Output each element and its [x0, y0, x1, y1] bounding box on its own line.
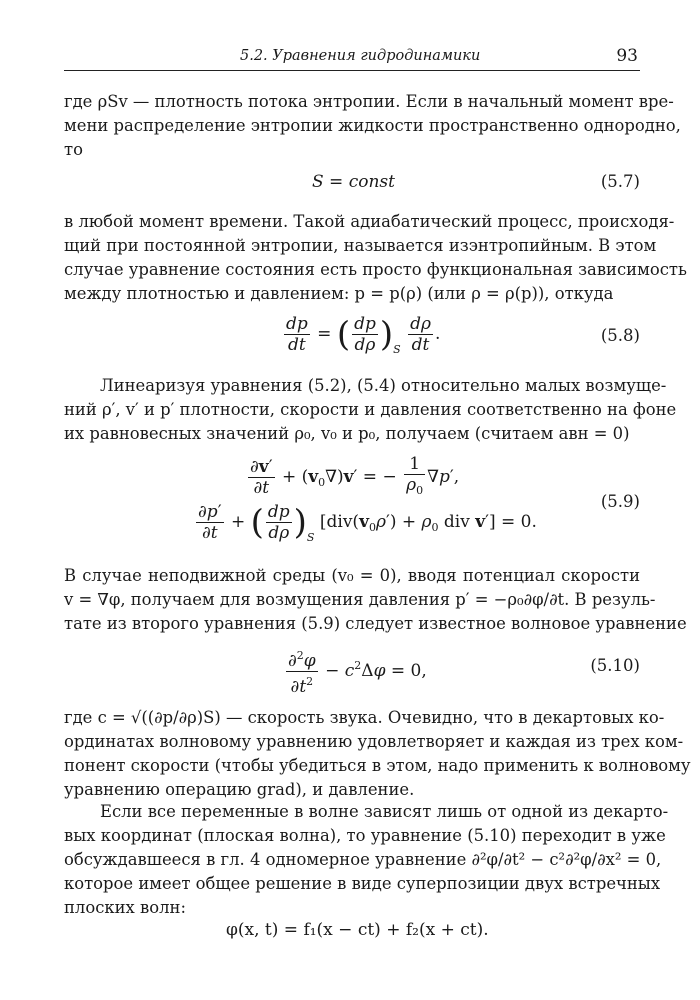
text-line: понент скорости (чтобы убедиться в этом, надо применить к волновому — [64, 756, 691, 775]
text-line: Если все переменные в волне зависят лишь от одной из декарто- — [100, 802, 669, 821]
text-line: где c = √((∂p/∂ρ)S) — скорость звука. Очевидно, что в декартовых ко- — [64, 708, 665, 727]
equation-line-1: $\frac{\partial v'}{\partial t}$ + $(v_0\nabla)v'$ = − $\frac{1}{\rho_0}$ ∇p′, — [250, 454, 460, 498]
text-line: ординатах волновому уравнению удовлетворяет и каждая из трех ком- — [64, 732, 684, 751]
text-line: в любой момент времени. Такой адиабатический процесс, происходя- — [64, 212, 675, 231]
equation-5-10 — [64, 644, 640, 697]
equation-body: S = const — [312, 172, 395, 192]
text-line: где ρSv — плотность потока энтропии. Если в начальный момент вре- — [64, 92, 674, 111]
text-line: v = ∇φ, получаем для возмущения давления p′ = −ρ₀∂φ/∂t. В резуль- — [64, 590, 656, 609]
text-line: щий при постоянной энтропии, называется изэнтропийным. В этом — [64, 236, 657, 255]
equation-number: (5.7) — [600, 172, 640, 191]
equation-body: $\frac{\partial^2\varphi}{\partial t^2}$ − $c^2\Delta\varphi = 0$, — [284, 646, 427, 697]
text-line: их равновесных значений ρ₀, v₀ и p₀, получаем (считаем aвн = 0) — [64, 424, 630, 443]
paragraph-1 — [64, 90, 681, 162]
equation-line-2: $\frac{\partial p'}{\partial t}$ + ( $\frac{dp}{d\rho}$ )$_S$ [$div(v_0\rho') + \rho_0$ div v′] = 0. — [198, 502, 537, 544]
text-line: между плотностью и давлением: p = p(ρ) (или ρ = ρ(p)), откуда — [64, 284, 614, 303]
equation-5-9 — [64, 452, 640, 562]
equation-5-8 — [64, 312, 640, 364]
page-number: 93 — [616, 46, 638, 66]
equation-number: (5.9) — [600, 492, 640, 511]
text-line: вых координат (плоская волна), то уравнение (5.10) переходит в уже — [64, 826, 666, 845]
equation-final — [64, 920, 640, 944]
text-line: плоских волн: — [64, 898, 186, 917]
text-line: В случае неподвижной среды (v₀ = 0), вводя потенциал скорости — [64, 566, 640, 585]
equation-5-7 — [64, 172, 640, 196]
equation-body: φ(x, t) = f₁(x − ct) + f₂(x + ct). — [226, 920, 489, 940]
paragraph-6 — [64, 800, 669, 920]
paragraph-4 — [64, 564, 687, 636]
page-header — [64, 46, 640, 68]
equation-number: (5.8) — [600, 326, 640, 345]
text-line: ний ρ′, v′ и p′ плотности, скорости и давления соответственно на фоне — [64, 400, 677, 419]
equation-number: (5.10) — [590, 656, 640, 675]
text-line: Линеаризуя уравнения (5.2), (5.4) относительно малых возмуще- — [100, 376, 667, 395]
text-line: тате из второго уравнения (5.9) следует известное волновое уравнение — [64, 614, 687, 633]
running-head: 5.2. Уравнения гидродинамики — [240, 48, 481, 64]
text-line: уравнению операцию grad), и давление. — [64, 780, 415, 799]
text-line: случае уравнение состояния есть просто функциональная зависимость — [64, 260, 687, 279]
paragraph-2 — [64, 210, 687, 306]
header-rule — [64, 70, 640, 71]
paragraph-3 — [64, 374, 677, 446]
text-line: обсуждавшееся в гл. 4 одномерное уравнение ∂²φ/∂t² − c²∂²φ/∂x² = 0, — [64, 850, 662, 869]
text-line: то — [64, 140, 83, 159]
paragraph-5 — [64, 706, 691, 802]
equation-body: $\frac{dp}{dt}$ = ( $\frac{dp}{d\rho}$ )$_S$ $\frac{d\rho}{dt}$ . — [286, 314, 441, 356]
text-line: мени распределение энтропии жидкости пространственно однородно, — [64, 116, 681, 135]
text-line: которое имеет общее решение в виде суперпозиции двух встречных — [64, 874, 661, 893]
